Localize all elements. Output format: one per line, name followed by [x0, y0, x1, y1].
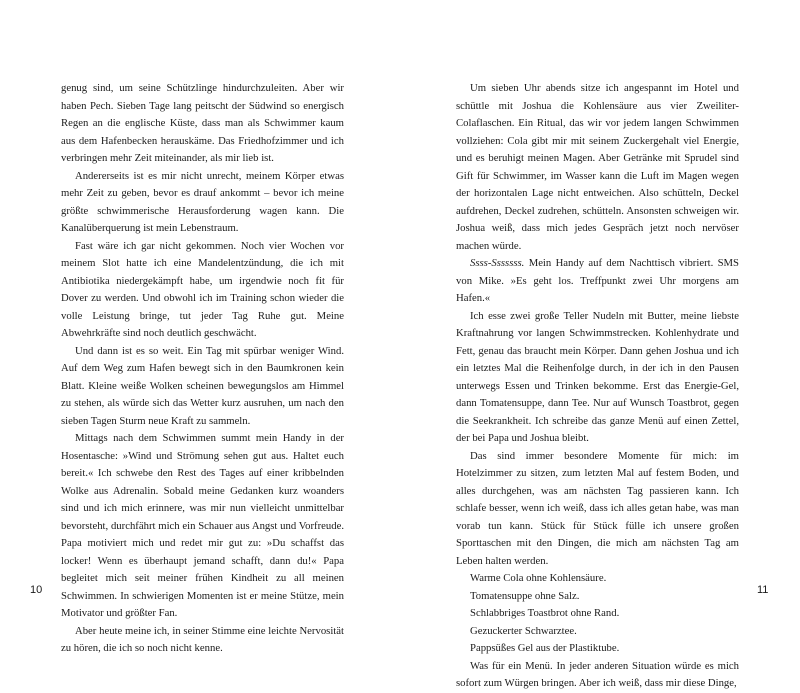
left-text-column — [61, 80, 344, 658]
paragraph: Was für ein Menü. In jeder anderen Situation würde es mich sofort zum Würgen bringen. Aber ich weiß, dass mir diese Dinge, — [456, 659, 739, 689]
paragraph: Um sieben Uhr abends sitze ich angespannt im Hotel und schüttle mit Joshua die Kohlensäure aus vier Zweiliter-Colaflaschen. Ein Ritual, das wir vor jedem langen Schwimmen vollziehen: Cola gibt mir mit seinem Zuckergehalt viel Energie, und es beruhigt meinen Magen. Aber Getränke mit Sprudel sind Gift für Schwimmer, im Wasser kann die Luft im Magen wegen der horizontalen Lage nicht entweichen. Also schütteln, Deckel aufdrehen, Deckel zudrehen, schütteln. Ansonsten schweigen wir. Joshua weiß, dass mich jedes Gespräch jetzt noch nervöser machen würde. — [456, 82, 739, 252]
paragraph: Aber heute meine ich, in seiner Stimme eine leichte Nervosität zu hören, die ich so noch nicht kenne. — [61, 624, 344, 654]
page-number: 10 — [30, 584, 43, 596]
paragraph: Mittags nach dem Schwimmen summt mein Handy in der Hosentasche: »Wind und Strömung sehen gut aus. Haltet euch bereit.« Ich schwebe den Rest des Tages auf einer kribbelnden Wolke aus Adrenalin. Sobald meine Gedanken kurz woanders sind und ich mich erinnere, was mir nun vielleicht unmittelbar bevorsteht, durchfährt mich ein Schauer aus Angst und Vorfreude. Papa motiviert mich und redet mir gut zu: »Du schaffst das locker! Wenn es überhaupt jemand schafft, dann du!« Papa begleitet mich seit meiner frühen Kindheit zu all meinen Schwimmen. In schwierigen Momenten ist er meine Stütze, mein Motivator und größter Fan. — [61, 432, 344, 619]
paragraph: Fast wäre ich gar nicht gekommen. Noch vier Wochen vor meinem Slot hatte ich eine Mandelentzündung, die ich mit Antibiotika niedergekämpft habe, um irgendwie noch fit für Dover zu werden. Und obwohl ich im Training schon wieder die volle Leistung bringe, tut jeder Tag Ruhe gut. Meine Abwehrkräfte sind noch deutlich geschwächt. — [61, 239, 344, 339]
menu-item: Warme Cola ohne Kohlensäure. — [470, 572, 607, 584]
paragraph: Andererseits ist es mir nicht unrecht, meinem Körper etwas mehr Zeit zu geben, bevor es drauf ankommt – bevor ich meine größte schwimmerische Herausforderung wagen kann. Die Kanalüberquerung ist mein Lebenstraum. — [61, 169, 344, 234]
page-number: 11 — [757, 584, 769, 596]
menu-item: Schlabbriges Toastbrot ohne Rand. — [470, 607, 620, 619]
sms-text: Mein Handy auf dem Nachttisch vibriert. SMS von Mike. »Es geht los. Treffpunkt zwei Uhr morgens am Hafen.« — [456, 257, 739, 304]
menu-item: Gezuckerter Schwarztee. — [470, 624, 577, 637]
right-page — [400, 0, 800, 689]
paragraph: Das sind immer besondere Momente für mich: im Hotelzimmer zu sitzen, zum letzten Mal auf festem Boden, und alles durchgehen, was am nächsten Tag passieren kann. Ich schlafe besser, wenn ich weiß, dass ich alles getan habe, was man vorab tun kann. Stück für Stück fülle ich unsere großen Sporttaschen mit den Dingen, die mich am nächsten Tag am Leben halten werden. — [456, 449, 739, 567]
sms-sound: Ssss-Sssssss. — [470, 257, 525, 269]
paragraph: Ich esse zwei große Teller Nudeln mit Butter, meine liebste Kraftnahrung vor langen Schwimmstrecken. Kohlenhydrate und Fett, genau das braucht mein Körper. Dann gehen Joshua und ich ein letztes Mal die Reihenfolge durch, in der ich in den Pausen unterwegs Essen und Trinken bekomme. Erst das Energie-Gel, dann Tomatensuppe, dann Tee. Nur auf Wunsch Toastbrot, gegen die Seekrankheit. Ich schreibe das ganze Menü auf einen Zettel, der bei Papa und Joshua bleibt. — [456, 309, 739, 444]
paragraph-sms — [456, 255, 739, 308]
paragraph: genug sind, um seine Schützlinge hindurchzuleiten. Aber wir haben Pech. Sieben Tage lang peitscht der Südwind so energisch Regen an die englische Küste, dass man als Schwimmer kaum aus dem Hafenbecken herauskäme. Das Friedhofzimmer und ich verbringen mehr Zeit miteinander, als mir lieb ist. — [61, 82, 344, 164]
left-page — [0, 0, 400, 654]
paragraph: Und dann ist es so weit. Ein Tag mit spürbar weniger Wind. Auf dem Weg zum Hafen bewegt sich in den Baumkronen kein Blatt. Kleine weiße Wolken scheinen bewegungslos am Himmel zu stehen, als würde sich das Wetter kurz ausruhen, um nach den sieben Tagen Sturm neue Kraft zu sammeln. — [61, 344, 344, 427]
menu-item: Pappsüßes Gel aus der Plastiktube. — [470, 642, 620, 654]
right-text-column — [456, 80, 739, 693]
menu-item: Tomatensuppe ohne Salz. — [470, 589, 580, 602]
